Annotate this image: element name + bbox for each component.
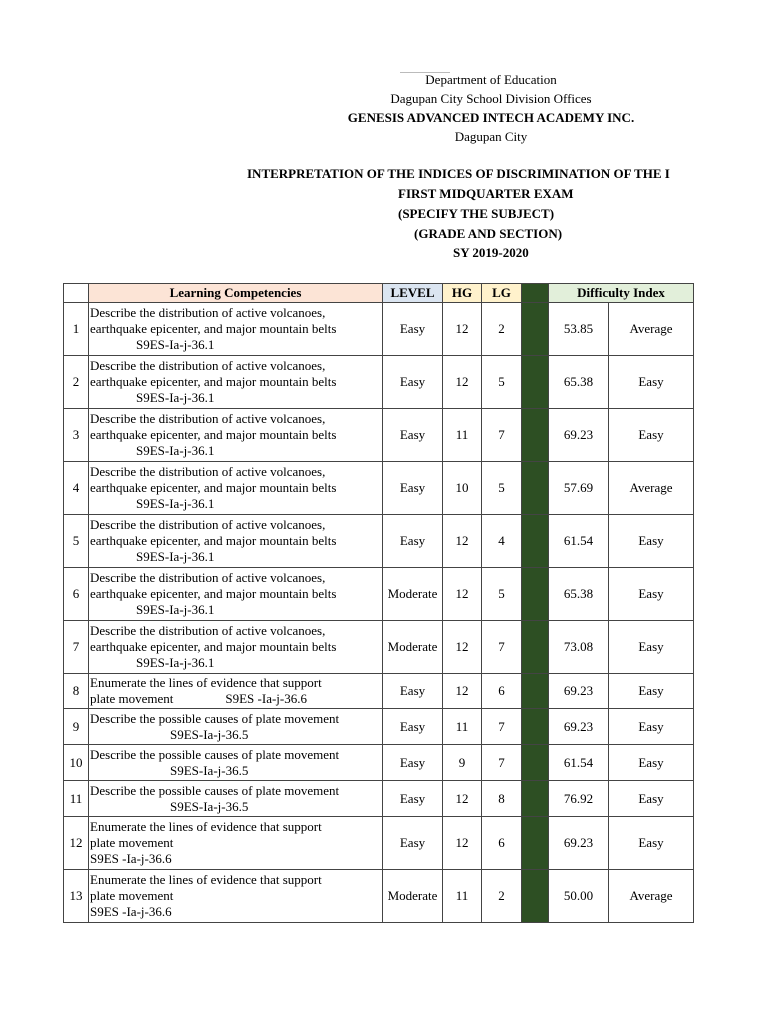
competency-cell <box>89 817 383 870</box>
item-number: 6 <box>64 568 89 621</box>
difficulty-index-cell: 61.54 <box>549 515 609 568</box>
difficulty-index-cell: 73.08 <box>549 621 609 674</box>
competency-cell <box>89 462 383 515</box>
level-cell: Easy <box>383 462 443 515</box>
item-number: 13 <box>64 870 89 923</box>
interpretation-cell: Easy <box>609 781 694 817</box>
competency-text-cont: plate movement <box>90 691 174 706</box>
level-cell: Easy <box>383 781 443 817</box>
table-row <box>64 709 694 745</box>
competency-text-cont: plate movement <box>90 835 174 850</box>
interpretation-cell: Average <box>609 462 694 515</box>
lg-cell: 6 <box>482 817 522 870</box>
hg-cell: 12 <box>443 621 482 674</box>
competency-code: S9ES-Ia-j-36.1 <box>136 496 215 511</box>
table-row <box>64 621 694 674</box>
separator-cell <box>522 356 549 409</box>
table-row <box>64 303 694 356</box>
item-number: 5 <box>64 515 89 568</box>
interpretation-cell: Easy <box>609 409 694 462</box>
hg-cell: 12 <box>443 568 482 621</box>
competency-text-cont: earthquake epicenter, and major mountain belts <box>90 374 337 389</box>
competency-code: S9ES -Ia-j-36.6 <box>90 851 172 866</box>
difficulty-index-cell: 69.23 <box>549 674 609 709</box>
level-cell: Moderate <box>383 568 443 621</box>
item-number: 3 <box>64 409 89 462</box>
separator-cell <box>522 781 549 817</box>
school-year: SY 2019-2020 <box>453 245 529 260</box>
competency-code: S9ES-Ia-j-36.5 <box>170 726 249 742</box>
document-header <box>107 70 768 146</box>
table-row <box>64 817 694 870</box>
interpretation-cell: Easy <box>609 745 694 781</box>
competency-text: Enumerate the lines of evidence that support <box>90 675 322 690</box>
separator-cell <box>522 568 549 621</box>
item-number: 4 <box>64 462 89 515</box>
competency-code: S9ES-Ia-j-36.1 <box>136 602 215 617</box>
table-row <box>64 356 694 409</box>
item-number: 10 <box>64 745 89 781</box>
header-level: LEVEL <box>383 284 443 303</box>
interpretation-cell: Easy <box>609 674 694 709</box>
difficulty-index-cell: 61.54 <box>549 745 609 781</box>
difficulty-index-cell: 65.38 <box>549 568 609 621</box>
competency-code: S9ES-Ia-j-36.1 <box>136 549 215 564</box>
competency-text-cont: earthquake epicenter, and major mountain belts <box>90 586 337 601</box>
competency-cell <box>89 674 383 709</box>
difficulty-index-cell: 50.00 <box>549 870 609 923</box>
table-row <box>64 870 694 923</box>
city-name: Dagupan City <box>454 129 528 144</box>
competency-cell <box>89 515 383 568</box>
competency-text: Enumerate the lines of evidence that support <box>90 872 322 887</box>
competency-text: Describe the possible causes of plate movement <box>90 710 340 726</box>
competency-text-cont: earthquake epicenter, and major mountain belts <box>90 321 337 336</box>
competency-cell <box>89 870 383 923</box>
header-hg: HG <box>443 284 482 303</box>
competency-code: S9ES -Ia-j-36.6 <box>225 691 307 706</box>
interpretation-cell: Easy <box>609 709 694 745</box>
competency-text: Describe the distribution of active volcanoes, <box>90 464 326 479</box>
header-difficulty-index: Difficulty Index <box>549 284 694 303</box>
separator-cell <box>522 674 549 709</box>
item-number: 9 <box>64 709 89 745</box>
header-number <box>64 284 89 303</box>
competency-text: Describe the possible causes of plate movement <box>90 746 340 762</box>
table-row <box>64 674 694 709</box>
competency-cell <box>89 621 383 674</box>
competency-cell <box>89 781 383 817</box>
lg-cell: 7 <box>482 709 522 745</box>
level-cell: Easy <box>383 674 443 709</box>
difficulty-index-cell: 76.92 <box>549 781 609 817</box>
division-name: Dagupan City School Division Offices <box>390 91 592 106</box>
separator-cell <box>522 817 549 870</box>
competency-code: S9ES -Ia-j-36.6 <box>90 904 172 919</box>
difficulty-index-cell: 53.85 <box>549 303 609 356</box>
difficulty-index-cell: 69.23 <box>549 817 609 870</box>
competency-text: Describe the possible causes of plate movement <box>90 782 340 798</box>
competency-text-cont: earthquake epicenter, and major mountain belts <box>90 480 337 495</box>
table-header-row <box>64 284 694 303</box>
item-number: 12 <box>64 817 89 870</box>
level-cell: Easy <box>383 356 443 409</box>
level-cell: Easy <box>383 709 443 745</box>
separator-cell <box>522 745 549 781</box>
table-row <box>64 781 694 817</box>
lg-cell: 8 <box>482 781 522 817</box>
competency-text-cont: earthquake epicenter, and major mountain belts <box>90 533 337 548</box>
competency-text: Describe the distribution of active volcanoes, <box>90 570 326 585</box>
hg-cell: 12 <box>443 781 482 817</box>
school-name: GENESIS ADVANCED INTECH ACADEMY INC. <box>347 110 635 125</box>
lg-cell: 4 <box>482 515 522 568</box>
competency-cell <box>89 709 383 745</box>
separator-cell <box>522 621 549 674</box>
competency-code: S9ES-Ia-j-36.1 <box>136 655 215 670</box>
competency-code: S9ES-Ia-j-36.5 <box>170 798 249 814</box>
interpretation-cell: Easy <box>609 568 694 621</box>
hg-cell: 10 <box>443 462 482 515</box>
competency-text-cont: plate movement <box>90 888 174 903</box>
competency-text: Describe the distribution of active volcanoes, <box>90 517 326 532</box>
competency-code: S9ES-Ia-j-36.1 <box>136 443 215 458</box>
competency-text-cont: earthquake epicenter, and major mountain belts <box>90 427 337 442</box>
table-row <box>64 568 694 621</box>
competency-cell <box>89 745 383 781</box>
competency-cell <box>89 409 383 462</box>
competency-text: Enumerate the lines of evidence that support <box>90 819 322 834</box>
lg-cell: 5 <box>482 462 522 515</box>
lg-cell: 2 <box>482 303 522 356</box>
table-row <box>64 745 694 781</box>
competency-code: S9ES-Ia-j-36.1 <box>136 390 215 405</box>
separator-cell <box>522 709 549 745</box>
lg-cell: 2 <box>482 870 522 923</box>
hg-cell: 12 <box>443 356 482 409</box>
item-number: 11 <box>64 781 89 817</box>
item-number: 2 <box>64 356 89 409</box>
separator-cell <box>522 870 549 923</box>
competency-text: Describe the distribution of active volcanoes, <box>90 411 326 426</box>
header-competencies: Learning Competencies <box>89 284 383 303</box>
level-cell: Easy <box>383 745 443 781</box>
lg-cell: 6 <box>482 674 522 709</box>
difficulty-index-cell: 65.38 <box>549 356 609 409</box>
interpretation-cell: Easy <box>609 817 694 870</box>
separator-cell <box>522 409 549 462</box>
item-number: 1 <box>64 303 89 356</box>
header-lg: LG <box>482 284 522 303</box>
lg-cell: 7 <box>482 621 522 674</box>
hg-cell: 11 <box>443 409 482 462</box>
competency-cell <box>89 356 383 409</box>
separator-cell <box>522 515 549 568</box>
interpretation-cell: Average <box>609 303 694 356</box>
discrimination-table <box>63 283 694 923</box>
competency-text-cont: earthquake epicenter, and major mountain belts <box>90 639 337 654</box>
table-row <box>64 515 694 568</box>
table-row <box>64 409 694 462</box>
exam-name: FIRST MIDQUARTER EXAM <box>398 186 574 201</box>
separator-cell <box>522 462 549 515</box>
lg-cell: 7 <box>482 745 522 781</box>
interpretation-cell: Easy <box>609 356 694 409</box>
hg-cell: 12 <box>443 674 482 709</box>
report-title: INTERPRETATION OF THE INDICES OF DISCRIMINATION OF THE I <box>247 166 670 181</box>
level-cell: Moderate <box>383 621 443 674</box>
header-separator <box>522 284 549 303</box>
level-cell: Easy <box>383 817 443 870</box>
interpretation-cell: Average <box>609 870 694 923</box>
competency-cell <box>89 568 383 621</box>
competency-code: S9ES-Ia-j-36.1 <box>136 337 215 352</box>
difficulty-index-cell: 69.23 <box>549 709 609 745</box>
competency-text: Describe the distribution of active volcanoes, <box>90 623 326 638</box>
lg-cell: 5 <box>482 568 522 621</box>
interpretation-cell: Easy <box>609 621 694 674</box>
item-number: 8 <box>64 674 89 709</box>
item-number: 7 <box>64 621 89 674</box>
lg-cell: 5 <box>482 356 522 409</box>
competency-text: Describe the distribution of active volcanoes, <box>90 358 326 373</box>
lg-cell: 7 <box>482 409 522 462</box>
competency-code: S9ES-Ia-j-36.5 <box>170 762 249 778</box>
difficulty-index-cell: 57.69 <box>549 462 609 515</box>
interpretation-cell: Easy <box>609 515 694 568</box>
hg-cell: 11 <box>443 870 482 923</box>
subject-placeholder: (SPECIFY THE SUBJECT) <box>398 206 555 221</box>
hg-cell: 12 <box>443 303 482 356</box>
grade-section-placeholder: (GRADE AND SECTION) <box>414 226 563 241</box>
difficulty-index-cell: 69.23 <box>549 409 609 462</box>
level-cell: Easy <box>383 515 443 568</box>
level-cell: Easy <box>383 303 443 356</box>
table-row <box>64 462 694 515</box>
hg-cell: 9 <box>443 745 482 781</box>
department-name: Department of Education <box>425 72 557 87</box>
separator-cell <box>522 303 549 356</box>
level-cell: Moderate <box>383 870 443 923</box>
level-cell: Easy <box>383 409 443 462</box>
hg-cell: 12 <box>443 515 482 568</box>
hg-cell: 12 <box>443 817 482 870</box>
hg-cell: 11 <box>443 709 482 745</box>
competency-cell <box>89 303 383 356</box>
competency-text: Describe the distribution of active volcanoes, <box>90 305 326 320</box>
